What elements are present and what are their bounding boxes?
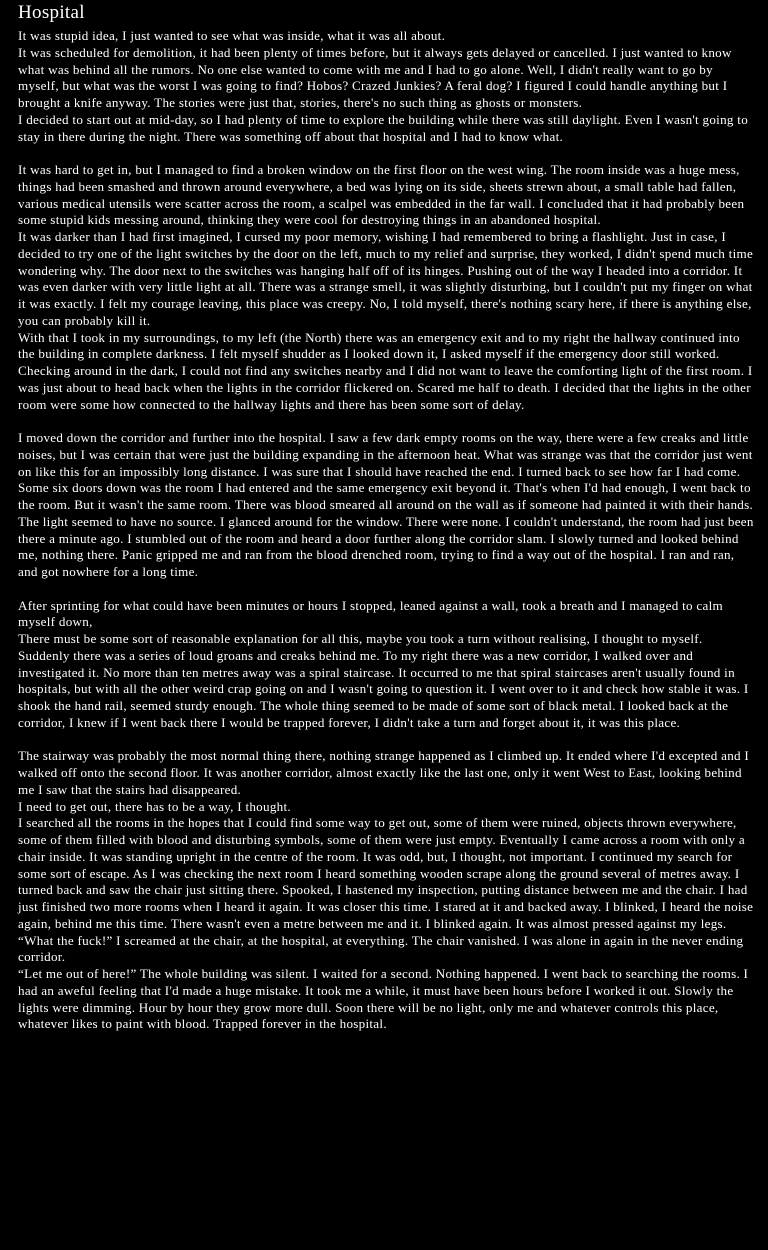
story-paragraph: There must be some sort of reasonable explanation for all this, maybe you took a turn without realising, I thought to myself. (18, 631, 703, 646)
story-paragraph: It was hard to get in, but I managed to find a broken window on the first floor on the west wing. The room inside was a huge mess, things had been smashed and thrown around everywhere, a bed was lying on its side, sheets strewn about, a small table had fallen, various medical utensils were scatter across the room, a scalpel was embedded in the far wall. I concluded that it had probably been some stupid kids messing around, thinking they were cool for destroying things in an abandoned hospital. (18, 162, 745, 228)
story-paragraph: It was stupid idea, I just wanted to see what was inside, what it was all about. (18, 28, 446, 43)
story-paragraph: I searched all the rooms in the hopes that I could find some way to get out, some of them were ruined, objects thrown everywhere, some of them filled with blood and disturbing symbols, some of them were just empty. Eventually I came across a room with only a chair inside. It was standing upright in the centre of the room. It was odd, but, I thought, not important. I continued my search for some sort of escape. As I was checking the next room I heard something wooden scrape along the ground several of metres away. I turned back and saw the chair just sitting there. Spooked, I hastened my inspection, putting distance between me and the chair. I had just finished two more rooms when I heard it again. It was closer this time. I stared at it and backed away. I blinked, I heard the noise again, behind me this time. There wasn't even a metre between me and it. I blinked again. It was almost pressed against my legs. (18, 815, 754, 931)
story-paragraph: I need to get out, there has to be a way, I thought. (18, 798, 291, 814)
story-paragraph: After sprinting for what could have been minutes or hours I stopped, leaned against a wall, took a breath and I managed to calm myself down, (18, 597, 723, 630)
paragraph-break (18, 413, 754, 430)
story-paragraph: “Let me out of here!” The whole building was silent. I waited for a second. Nothing happened. I went back to searching the rooms. I had an aweful feeling that I'd made a huge mistake. It took me a while, it must have been hours before I worked it out. Slowly the lights were dimming. Hour by hour they grow more dull. Soon there will be no light, only me and whatever controls this place, whatever likes to paint with blood. Trapped forever in the hospital. (18, 966, 749, 1032)
story-paragraph: It was scheduled for demolition, it had been plenty of times before, but it always gets delayed or cancelled. I just wanted to know what was behind all the rumors. No one else wanted to come with me and I had to go alone. Well, I didn't really want to go by myself, but what was the worst I was going to find? Hobos? Crazed Junkies? A feral dog? I figured I could handle anything but I brought a knife anyway. The stories were just that, stories, there's no such thing as ghosts or monsters. (18, 44, 732, 110)
story-body (18, 28, 754, 1033)
story-paragraph: I moved down the corridor and further into the hospital. I saw a few dark empty rooms on the way, there were a few creaks and little noises, but I was certain that were just the building expanding in the afternoon heat. What was strange was that the corridor just went on like this for an impossibly long distance. I was sure that I should have reached the end. I turned back to see how far I had come. Some six doors down was the room I had entered and the same emergency exit beyond it. That's when I'd had enough, I went back to the room. But it wasn't the same room. There was blood smeared all around on the wall as if someone had painted it with their hands. The light seemed to have no source. I glanced around for the window. There were none. I couldn't understand, the room had just been there a minute ago. I stumbled out of the room and heard a door further along the corridor slam. I slowly turned and looked behind me, nothing there. Panic gripped me and ran from the blood drenched room, trying to find a way out of the hospital. I ran and ran, and got nowhere for a long time. (18, 430, 754, 579)
paragraph-break (18, 732, 754, 749)
paragraph-break (18, 145, 754, 162)
story-paragraph: I decided to start out at mid-day, so I had plenty of time to explore the building while there was still daylight. Even I wasn't going to stay in there during the night. There was something off about that hospital and I had to know what. (18, 111, 749, 144)
story-paragraph: “What the fuck!” I screamed at the chair, at the hospital, at everything. The chair vanished. I was alone in again in the never ending corridor. (18, 932, 744, 965)
story-paragraph: Suddenly there was a series of loud groans and creaks behind me. To my right there was a new corridor, I walked over and investigated it. No more than ten metres away was a spiral staircase. It occurred to me that spiral staircases aren't usually found in hospitals, but with all the other weird crap going on and I wasn't going to question it. I went over to it and check how stable it was. I shook the hand rail, seemed sturdy enough. The whole thing seemed to be made of some sort of black metal. I looked back at the corridor, I knew if I went back there I would be trapped forever, I didn't take a turn and forget about it, it was this place. (18, 647, 749, 730)
story-paragraph: With that I took in my surroundings, to my left (the North) there was an emergency exit and to my right the hallway continued into the building in complete darkness. I felt myself shudder as I looked down it, I asked myself if the emergency door still worked. Checking around in the dark, I could not find any switches nearby and I did not want to leave the comforting light of the first room. I was just about to head back when the lights in the corridor flickered on. Scared me half to death. I decided that the lights in the other room were some how connected to the hallway lights and there has been some sort of delay. (18, 329, 753, 412)
story-title: Hospital (18, 2, 85, 23)
story-paragraph: The stairway was probably the most normal thing there, nothing strange happened as I climbed up. It ended where I'd excepted and I walked off onto the second floor. It was another corridor, almost exactly like the last one, only it went West to East, looking behind me I saw that the stairs had disappeared. (18, 748, 750, 797)
story-paragraph: It was darker than I had first imagined, I cursed my poor memory, wishing I had remembered to bring a flashlight. Just in case, I decided to try one of the light switches by the door on the left, much to my relief and surprise, they worked, I didn't spend much time wondering why. The door next to the switches was hanging half off of its hinges. Pushing out of the way I headed into a corridor. It was even darker with very little light at all. There was a strange smell, it was slightly disturbing, but I couldn't put my finger on what it was exactly. I felt my courage leaving, this place was creepy. No, I told myself, there's nothing scary here, if there is anything else, you can probably kill it. (18, 229, 754, 328)
paragraph-break (18, 581, 754, 598)
